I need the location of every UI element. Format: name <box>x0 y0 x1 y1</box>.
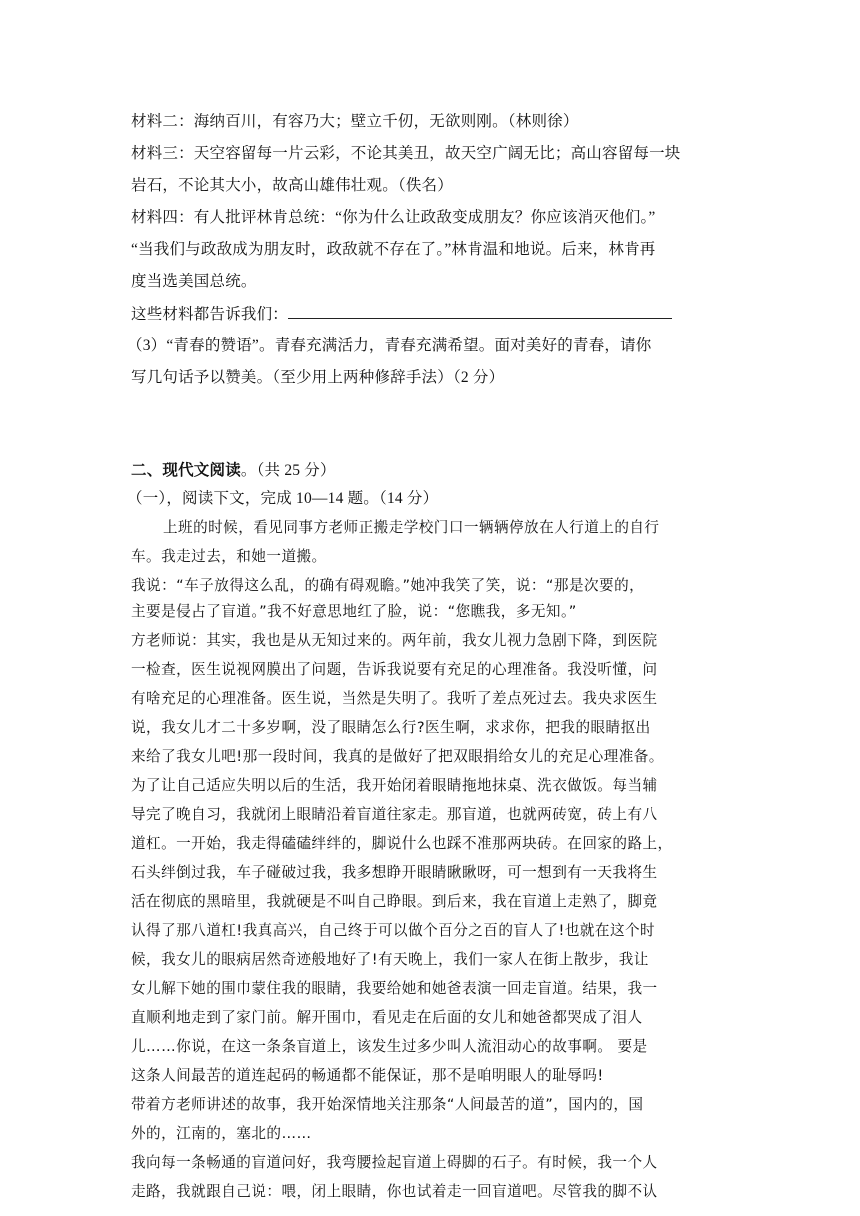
sub-heading: （一），阅读下文，完成 10—14 题。（14 分） <box>127 490 439 507</box>
passage-line: 我向每一条畅通的盲道问好，我弯腰捡起盲道上碍脚的石子。有时候，我一个人 <box>131 1154 658 1171</box>
section-2-title: 二、现代文阅读 <box>131 462 241 479</box>
answer-blank[interactable] <box>288 304 672 319</box>
passage-line: 道杠。一开始，我走得磕磕绊绊的，脚说什么也踩不准那两块砖。在回家的路上， <box>131 835 673 852</box>
material-4-line-3: 度当选美国总统。 <box>131 273 257 290</box>
passage-line: 带着方老师讲述的故事，我开始深情地关注那条“人间最苦的道”，国内的，国 <box>131 1096 644 1113</box>
section-2-heading <box>131 461 736 481</box>
section-2-score: 。（共 25 分） <box>240 462 336 479</box>
material-4-line-1: 材料四：有人批评林肯总统：“你为什么让政敌变成朋友？你应该消灭他们。” <box>131 209 656 226</box>
passage-line: 主要是侵占了盲道。”我不好意思地红了脸，说：“您瞧我，多无知。” <box>131 603 577 620</box>
passage-line: 说，我女儿才二十多岁啊，没了眼睛怎么行?医生啊，求求你，把我的眼睛抠出 <box>131 719 651 736</box>
material-3-line-1: 材料三：天空容留每一片云彩，不论其美丑，故天空广阔无比；高山容留每一块 <box>131 145 681 162</box>
passage-line: 导完了晚自习，我就闭上眼睛沿着盲道往家走。那盲道，也就两砖宽，砖上有八 <box>131 806 658 823</box>
question-3-line-2: 写几句话予以赞美。（至少用上两种修辞手法）（2 分） <box>131 369 505 386</box>
passage-line: 儿……你说，在这一条条盲道上，该发生过多少叫人流泪动心的故事啊。 要是 <box>131 1038 648 1055</box>
passage-line: 认得了那八道杠!我真高兴，自己终于可以做个百分之百的盲人了!也就在这个时 <box>131 922 656 939</box>
passage-line: 我说：“车子放得这么乱，的确有碍观瞻。”她冲我笑了笑，说：“那是次要的， <box>131 577 645 594</box>
passage-line: 上班的时候，看见同事方老师正搬走学校门口一辆辆停放在人行道上的自行 <box>163 519 660 536</box>
passage-line: 石头绊倒过我，车子碰破过我，我多想睁开眼睛瞅瞅呀，可一想到有一天我将生 <box>131 864 658 881</box>
passage-line: 为了让自己适应失明以后的生活，我开始闭着眼睛拖地抹桌、洗衣做饭。每当辅 <box>131 777 658 794</box>
passage-line: 来给了我女儿吧!那一段时间，我真的是做好了把双眼捐给女儿的充足心理准备。 <box>131 748 664 765</box>
passage-line: 活在彻底的黑暗里，我就硬是不叫自己睁眼。到后来，我在盲道上走熟了，脚竟 <box>131 893 658 910</box>
passage-line: 直顺利地走到了家门前。解开围巾，看见走在后面的女儿和她爸都哭成了泪人 <box>131 1009 643 1026</box>
passage-line: 车。我走过去，和她一道搬。 <box>131 548 327 565</box>
answer-line <box>131 304 736 325</box>
material-3-line-2: 岩石，不论其大小，故高山雄伟壮观。（佚名） <box>131 177 453 194</box>
passage-line: 候，我女儿的眼病居然奇迹般地好了!有天晚上，我们一家人在街上散步，我让 <box>131 951 649 968</box>
question-3-line-1: （3）“青春的赞语”。青春充满活力，青春充满希望。面对美好的青春，请你 <box>127 337 652 354</box>
passage-line: 走路，我就跟自己说：喂，闭上眼睛，你也试着走一回盲道吧。尽管我的脚不认 <box>131 1183 658 1200</box>
material-4-line-2: “当我们与政敌成为朋友时，政敌就不存在了。”林肯温和地说。后来，林肯再 <box>131 241 656 258</box>
passage-line: 一检查，医生说视网膜出了问题，告诉我说要有充足的心理准备。我没听懂，问 <box>131 661 658 678</box>
material-2: 材料二：海纳百川，有容乃大；壁立千仞，无欲则刚。（林则徐） <box>131 113 579 130</box>
answer-prompt: 这些材料都告诉我们： <box>131 306 289 323</box>
passage-line: 有啥充足的心理准备。医生说，当然是失明了。我听了差点死过去。我央求医生 <box>131 690 658 707</box>
passage-line: 外的，江南的，塞北的…… <box>131 1125 312 1142</box>
passage-line: 女儿解下她的围巾蒙住我的眼睛，我要给她和她爸表演一回走盲道。结果，我一 <box>131 980 658 997</box>
passage-line: 方老师说：其实，我也是从无知过来的。两年前，我女儿视力急剧下降，到医院 <box>131 632 658 649</box>
passage-line: 这条人间最苦的道连起码的畅通都不能保证，那不是咱明眼人的耻辱吗! <box>131 1067 604 1084</box>
